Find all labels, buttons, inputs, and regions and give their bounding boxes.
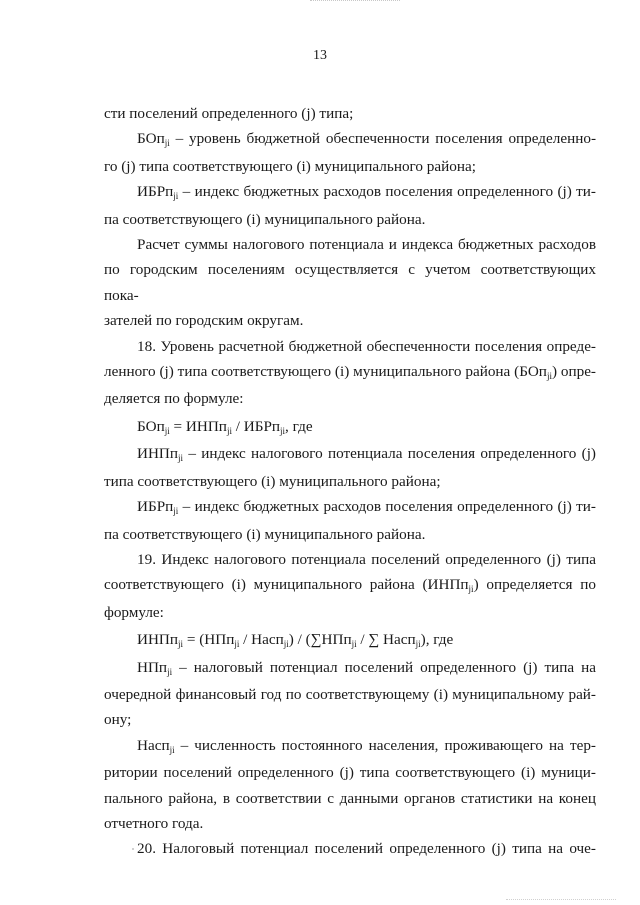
scan-artifact-bottom xyxy=(506,899,616,901)
section-18-line1: 18. Уровень расчетной бюджетной обеспеченности поселения опреде- xyxy=(137,337,596,355)
paragraph-ibr-def-line1: ИБРп$_{ji}$ – индекс бюджетных расходов поселения определенного (j) ти- xyxy=(137,183,596,202)
scan-artifact-dot xyxy=(132,848,134,850)
paragraph-np-def-line1: НПп$_{ji}$ – налоговый потенциал поселений определенного (j) типа на xyxy=(137,658,596,677)
paragraph-nas-def-line4: отчетного года. xyxy=(104,814,204,832)
paragraph-calc-line3: зателей по городским округам. xyxy=(104,312,304,330)
paragraph-inp-def-line1: ИНПп$_{ji}$ – индекс налогового потенциала поселения определенного (j) xyxy=(137,445,596,464)
paragraph-np-def-line2: очередной финансовый год по соответствующему (i) муниципальному рай- xyxy=(104,685,596,703)
paragraph-ibr-def2-line2: па соответствующего (i) муниципального района. xyxy=(104,525,426,543)
page-number: 13 xyxy=(313,48,327,63)
formula-inp: ИНПп$_{ji}$ = (НПп$_{ji}$ / Насп$_{ji}$) / (∑НПп$_{ji}$ / ∑ Насп$_{ji}$), где xyxy=(137,631,454,650)
paragraph-nas-def-line2: ритории поселений определенного (j) типа соответствующего (i) муници- xyxy=(104,764,596,782)
section-18-line2: ленного (j) типа соответствующего (i) муниципального района (БОп$_{ji}$) опре- xyxy=(104,363,596,382)
section-19-line3: формуле: xyxy=(104,603,164,621)
paragraph-nas-def-line3: пального района, в соответствии с данными органов статистики на конец xyxy=(104,789,596,807)
paragraph-nas-def-line1: Насп$_{ji}$ – численность постоянного населения, проживающего на тер- xyxy=(137,736,596,755)
line-1: сти поселений определенного (j) типа; xyxy=(104,105,354,122)
section-18-line3: деляется по формуле: xyxy=(104,390,244,408)
paragraph-bop-def-line1: БОп$_{ji}$ – уровень бюджетной обеспеченности поселения определенно- xyxy=(137,130,596,149)
paragraph-ibr-def2-line1: ИБРп$_{ji}$ – индекс бюджетных расходов поселения определенного (j) ти- xyxy=(137,498,596,517)
scan-artifact-top xyxy=(310,0,400,2)
formula-bop: БОп$_{ji}$ = ИНПп$_{ji}$ / ИБРп$_{ji}$, где xyxy=(137,417,313,436)
document-body xyxy=(104,101,596,862)
section-19-line2: соответствующего (i) муниципального района (ИНПп$_{ji}$) определяется по xyxy=(104,576,596,595)
paragraph-ibr-def-line2: па соответствующего (i) муниципального района. xyxy=(104,210,426,228)
section-20-line1: 20. Налоговый потенциал поселений определенного (j) типа на оче- xyxy=(137,840,596,858)
paragraph-np-def-line3: ону; xyxy=(104,711,132,729)
paragraph-bop-def-line2: го (j) типа соответствующего (i) муниципального района; xyxy=(104,157,476,175)
section-19-line1: 19. Индекс налогового потенциала поселений определенного (j) типа xyxy=(137,550,596,568)
paragraph-inp-def-line2: типа соответствующего (i) муниципального района; xyxy=(104,472,441,490)
paragraph-calc-line2: по городским поселениям осуществляется с учетом соответствующих пока- xyxy=(104,261,596,304)
paragraph-calc-line1: Расчет суммы налогового потенциала и индекса бюджетных расходов xyxy=(137,236,596,254)
